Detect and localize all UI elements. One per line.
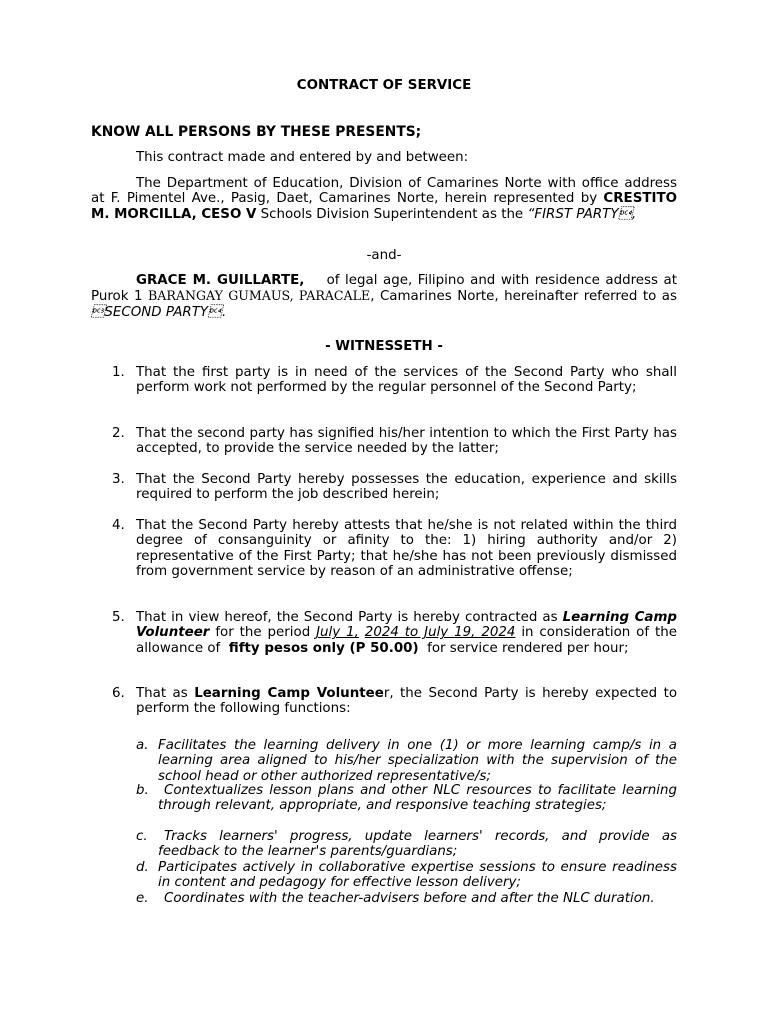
contract-allowance: fifty pesos only (P 50.00) xyxy=(228,640,419,656)
second-party-text-after: , Camarines Norte, hereinafter referred to as xyxy=(370,289,677,305)
second-party-name: GRACE M. GUILLARTE, xyxy=(136,273,305,288)
item-text: for service rendered per hour; xyxy=(422,640,629,656)
second-party-barangay: BARANGAY GUMAUS, PARACALE xyxy=(148,288,371,304)
function-letter: c. xyxy=(136,829,148,844)
contract-role: Learning Camp Volunteer xyxy=(136,610,677,641)
item-number: 3. xyxy=(112,472,125,487)
function-item: Facilitates the learning delivery in one (1) or more learning camp/s in a learning area aligned to his/her specialization with the supervision of the school head or other authorized representative/s; xyxy=(158,738,677,784)
document-title: CONTRACT OF SERVICE xyxy=(296,78,472,93)
second-party-label: SECOND PARTY xyxy=(91,304,222,320)
volunteer-role: Learning Camp Voluntee xyxy=(194,686,384,701)
item-number: 5. xyxy=(112,610,125,625)
item-number: 4. xyxy=(112,518,125,533)
function-letter: e. xyxy=(136,891,149,906)
function-item: Coordinates with the teacher-advisers before and after the NLC duration. xyxy=(164,891,655,906)
item-text: for the period xyxy=(209,625,317,641)
function-letter: d. xyxy=(136,860,149,875)
list-item: That the first party is in need of the services of the Second Party who shall perform work not performed by the regular personnel of the Second Party; xyxy=(136,365,677,396)
function-letter: a. xyxy=(136,738,149,753)
function-item: Tracks learners' progress, update learners' records, and provide as feedback to the learner's parents/guardians; xyxy=(158,829,677,860)
intro-paragraph: This contract made and entered by and between: xyxy=(136,150,469,165)
contract-period-rest: 2024 to July 19, 2024 xyxy=(364,625,516,641)
item-number: 2. xyxy=(112,426,125,441)
witnesseth-heading: - WITNESSETH - xyxy=(325,339,443,354)
list-item: That the Second Party hereby possesses the education, experience and skills required to perform the job described herein; xyxy=(136,472,677,503)
item-number: 6. xyxy=(112,686,125,701)
list-item: That the second party has signified his/her intention to which the First Party has accepted, to provide the service needed by the latter; xyxy=(136,426,677,457)
item-text: in consideration of the allowance of xyxy=(136,625,677,656)
item-number: 1. xyxy=(112,365,125,380)
first-party-text-middle: Schools Division Superintendent as the xyxy=(256,206,528,222)
item-text: That as xyxy=(136,686,195,701)
item-text: That in view hereof, the Second Party is hereby contracted as xyxy=(136,610,563,625)
first-party-representative: CRESTITO M. MORCILLA, CESO V xyxy=(91,191,677,222)
second-party-text: of legal age, Filipino and with residence address at Purok 1 xyxy=(91,273,677,305)
function-item: Contextualizes lesson plans and other NLC resources to facilitate learning through relevant, appropriate, and responsive teaching strategies; xyxy=(158,783,677,814)
first-party-label: “FIRST PARTY, xyxy=(527,206,637,222)
second-party-paragraph xyxy=(91,273,677,320)
function-item: Participates actively in collaborative expertise sessions to ensure readiness in content and pedagogy for effective lesson delivery; xyxy=(158,860,677,891)
contract-period-start: July 1, xyxy=(316,625,359,641)
list-item-contract-terms xyxy=(136,610,677,656)
preamble-heading: KNOW ALL PERSONS BY THESE PRESENTS; xyxy=(91,124,422,140)
item-text: , the Second Party is hereby expected to perform the following functions: xyxy=(136,686,678,717)
function-letter: b. xyxy=(136,783,149,798)
and-separator: -and- xyxy=(366,248,402,263)
second-party-end: . xyxy=(221,304,226,320)
list-item-functions-intro xyxy=(136,686,677,717)
first-party-text: The Department of Education, Division of Camarines Norte with office address at F. Pimentel Ave., Pasig, Daet, Camarines Norte, herein represented by xyxy=(91,176,677,207)
volunteer-role-tail: r xyxy=(383,686,390,701)
list-item: That the Second Party hereby attests that he/she is not related within the third degree of consanguinity or afinity to the: 1) hiring authority and/or 2) representative of the First Party; that he/she has not been previously dismissed from government service by reason of an administrative offense; xyxy=(136,518,677,580)
first-party-paragraph xyxy=(91,176,677,222)
